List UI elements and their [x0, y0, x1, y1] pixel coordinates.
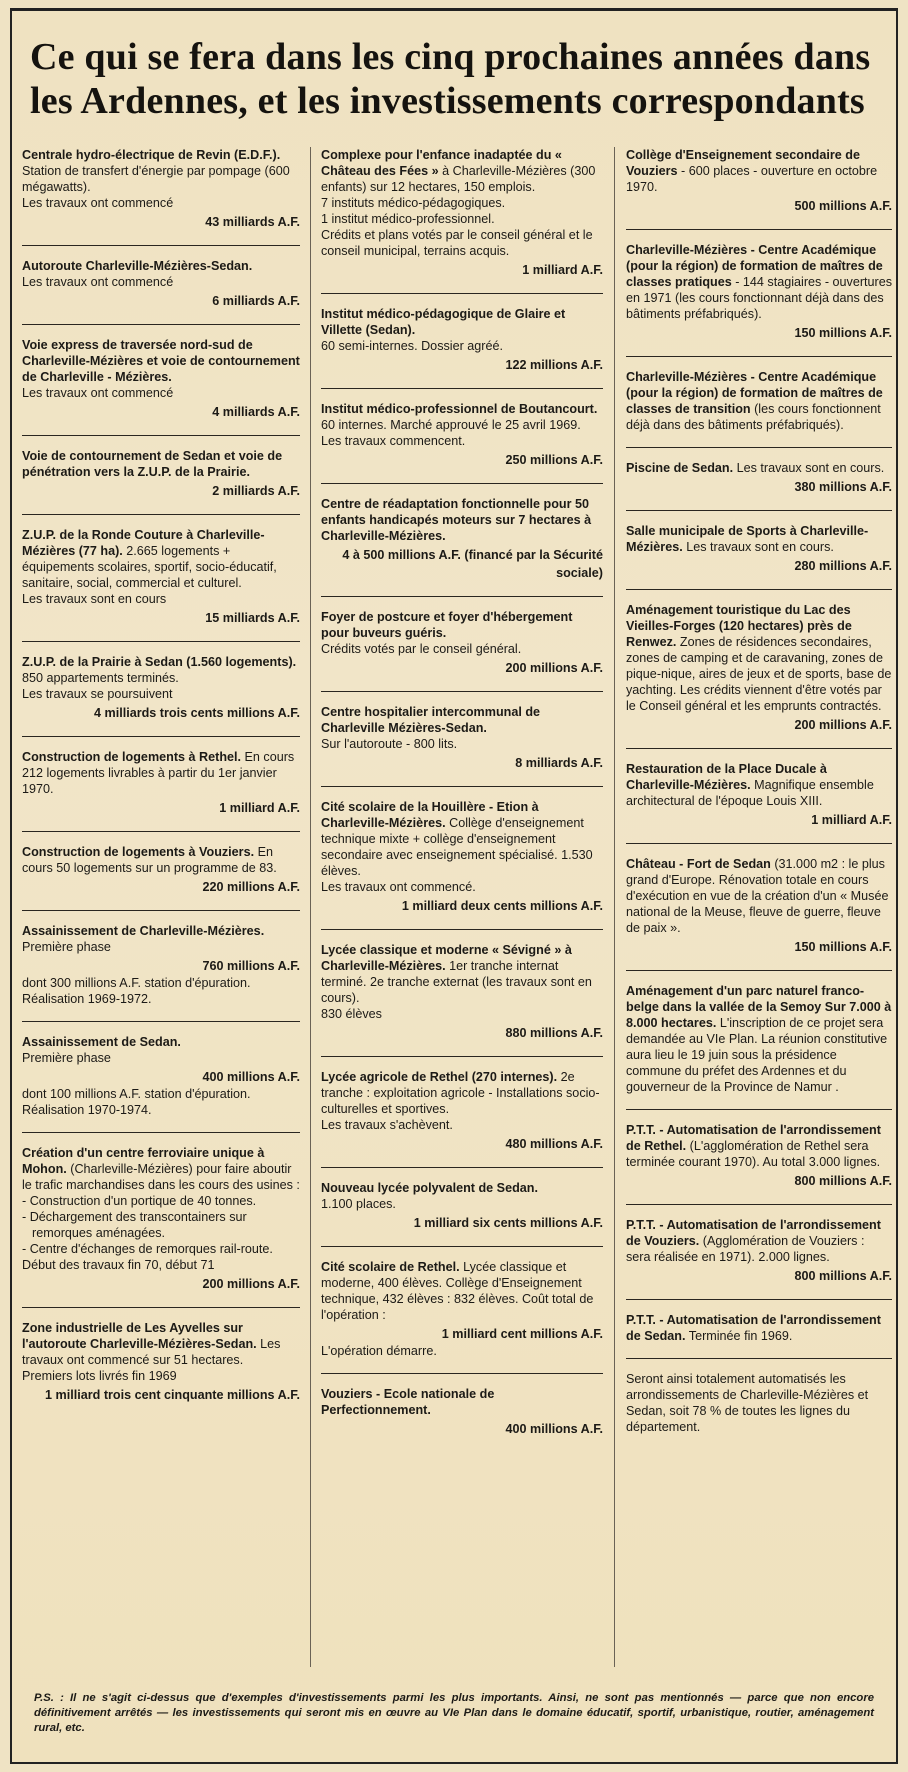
item-heading: Construction de logements à Rethel. — [22, 750, 242, 764]
investment-item — [626, 147, 892, 221]
item-status: Les travaux ont commencé. — [321, 880, 476, 894]
item-status: Les travaux sont en cours — [22, 592, 167, 606]
item-description — [626, 761, 892, 809]
item-description — [321, 147, 603, 195]
item-separator — [626, 229, 892, 230]
column-2 — [321, 147, 603, 1444]
item-status: Les travaux ont commencé — [22, 275, 174, 289]
item-amount: 1 milliard A.F. — [219, 801, 300, 815]
item-separator — [626, 589, 892, 590]
item-separator — [626, 843, 892, 844]
item-separator — [22, 1132, 300, 1133]
item-description — [626, 856, 892, 936]
item-detail-line: - Centre d'échanges de remorques rail-route. — [22, 1242, 273, 1256]
item-heading: Z.U.P. de la Prairie à Sedan (1.560 logements). — [22, 655, 297, 669]
item-heading: Autoroute Charleville-Mézières-Sedan. — [22, 259, 253, 273]
item-note: dont 300 millions A.F. station d'épuration. Réalisation 1969-1972. — [22, 976, 251, 1006]
investment-item — [22, 923, 300, 1013]
item-separator — [22, 736, 300, 737]
item-note: L'opération démarre. — [321, 1344, 437, 1358]
item-amount: 400 millions A.F. — [505, 1422, 603, 1436]
item-status: 60 semi-internes. Dossier agréé. — [321, 339, 503, 353]
item-body: (Charleville-Mézières) pour faire aboutir le trafic marchandises dans les cours des usines : — [22, 1162, 300, 1192]
item-description — [626, 369, 892, 433]
item-amount: 500 millions A.F. — [794, 199, 892, 213]
investment-item — [22, 1145, 300, 1299]
item-separator — [626, 447, 892, 448]
item-status: Premiers lots livrés fin 1969 — [22, 1369, 177, 1383]
investment-item — [626, 1122, 892, 1196]
investment-item — [321, 704, 603, 778]
item-separator — [22, 641, 300, 642]
item-description — [626, 983, 892, 1095]
item-heading: Salle municipale de Sports à Charleville-Mézières. — [626, 524, 869, 554]
item-amount: 200 millions A.F. — [505, 661, 603, 675]
item-amount: 4 milliards A.F. — [212, 405, 300, 419]
article-columns — [12, 147, 896, 1667]
item-separator — [321, 388, 603, 389]
column-divider — [310, 147, 311, 1667]
item-amount: 2 milliards A.F. — [212, 484, 300, 498]
item-separator — [22, 514, 300, 515]
investment-item — [626, 1371, 892, 1441]
item-separator — [22, 831, 300, 832]
item-amount: 800 millions A.F. — [794, 1269, 892, 1283]
item-amount: 380 millions A.F. — [794, 480, 892, 494]
item-separator — [321, 1167, 603, 1168]
item-description — [626, 1217, 892, 1265]
investment-item — [626, 369, 892, 439]
item-separator — [321, 596, 603, 597]
investment-item — [321, 1180, 603, 1238]
item-heading: Voie de contournement de Sedan et voie de pénétration vers la Z.U.P. de la Prairie. — [22, 449, 283, 479]
item-description — [321, 609, 603, 641]
item-description — [321, 496, 603, 544]
item-amount: 480 millions A.F. — [505, 1137, 603, 1151]
item-description — [22, 749, 300, 797]
item-body: (31.000 m2 : le plus grand d'Europe. Rénovation totale en cours d'exécution en vue de la création d'un « Musée national de la Meuse, fleuve de guerre, fleuve de paix ». — [626, 857, 889, 935]
item-detail-line: 7 instituts médico-pédagogiques. — [321, 196, 506, 210]
item-heading: Aménagement d'un parc naturel franco-belge dans la vallée de la Semoy Sur 7.000 à 8.000 hectares. — [626, 984, 892, 1030]
item-description — [321, 306, 603, 338]
item-description — [626, 460, 892, 476]
item-heading: Voie express de traversée nord-sud de Charleville-Mézières et voie de contournement de Charleville - Mézières. — [22, 338, 300, 384]
item-amount: 1 milliard cent millions A.F. — [441, 1327, 603, 1341]
item-description — [626, 1122, 892, 1170]
item-heading: Restauration de la Place Ducale à Charleville-Mézières. — [626, 762, 827, 792]
investment-item — [22, 1034, 300, 1124]
item-separator — [321, 691, 603, 692]
investment-item — [626, 242, 892, 348]
item-heading: Institut médico-pédagogique de Glaire et Villette (Sedan). — [321, 307, 566, 337]
item-description — [321, 401, 603, 433]
item-heading: Charleville-Mézières - Centre Académique (pour la région) de formation de maîtres de classes de transition — [626, 370, 883, 416]
item-description — [22, 844, 300, 876]
item-body: En cours 50 logements sur un programme de 83. — [22, 845, 277, 875]
item-body: 850 appartements terminés. — [22, 671, 179, 685]
item-status: Les travaux commencent. — [321, 434, 466, 448]
investment-item — [626, 460, 892, 502]
item-heading: Foyer de postcure et foyer d'hébergement pour buveurs guéris. — [321, 610, 573, 640]
item-detail-line: - Construction d'un portique de 40 tonnes. — [22, 1194, 257, 1208]
item-heading: Z.U.P. de la Ronde Couture à Charleville-Mézières (77 ha). — [22, 528, 265, 558]
item-body: - 144 stagiaires - ouvertures en 1971 (les cours fonctionnant déjà dans des bâtiments préfabriqués). — [626, 275, 893, 321]
item-detail-line: 1 institut médico-professionnel. — [321, 212, 495, 226]
item-description — [626, 147, 892, 195]
item-status: Crédits et plans votés par le conseil général et le conseil municipal, terrains acquis. — [321, 228, 593, 258]
investment-item — [321, 1069, 603, 1159]
item-separator — [626, 1109, 892, 1110]
item-amount: 1 milliard A.F. — [522, 263, 603, 277]
item-status: Les travaux ont commencé — [22, 196, 174, 210]
investment-item — [626, 1217, 892, 1291]
item-heading: P.T.T. - Automatisation de l'arrondissement de Sedan. — [626, 1313, 881, 1343]
item-status: Début des travaux fin 70, début 71 — [22, 1258, 215, 1272]
item-amount: 150 millions A.F. — [794, 326, 892, 340]
investment-item — [626, 856, 892, 962]
item-heading: P.T.T. - Automatisation de l'arrondissement de Rethel. — [626, 1123, 881, 1153]
investment-item — [626, 523, 892, 581]
item-body: Les travaux ont commencé sur 51 hectares. — [22, 1337, 281, 1367]
item-status: Les travaux s'achèvent. — [321, 1118, 453, 1132]
item-amount: 4 à 500 millions A.F. (financé par la Sécurité sociale) — [342, 548, 603, 580]
item-description — [22, 258, 300, 274]
investment-item — [321, 496, 603, 588]
item-amount: 43 milliards A.F. — [205, 215, 300, 229]
item-description — [22, 337, 300, 385]
investment-item — [22, 844, 300, 902]
item-amount: 1 milliard deux cents millions A.F. — [401, 899, 603, 913]
item-description — [22, 1145, 300, 1193]
item-body: (L'agglomération de Rethel sera terminée courant 1970). Au total 3.000 lignes. — [626, 1139, 881, 1169]
item-body: Lycée classique et moderne, 400 élèves. Collège d'Enseignement technique, 432 élèves : 832 élèves. Coût total de l'opération : — [321, 1260, 594, 1322]
item-amount: 8 milliards A.F. — [515, 756, 603, 770]
item-separator — [22, 910, 300, 911]
item-amount: 200 millions A.F. — [202, 1277, 300, 1291]
item-description — [321, 799, 603, 879]
item-body: Seront ainsi totalement automatisés les arrondissements de Charleville-Mézières et Sedan, soit 78 % de toutes les lignes du département. — [626, 1372, 869, 1434]
item-heading: Collège d'Enseignement secondaire de Vouziers — [626, 148, 860, 178]
item-amount: 220 millions A.F. — [202, 880, 300, 894]
investment-item — [626, 761, 892, 835]
item-amount: 4 milliards trois cents millions A.F. — [94, 706, 300, 720]
item-heading: Cité scolaire de la Houillère - Etion à Charleville-Mézières. — [321, 800, 539, 830]
item-heading: Assainissement de Charleville-Mézières. — [22, 924, 265, 938]
item-amount: 150 millions A.F. — [794, 940, 892, 954]
item-separator — [321, 1246, 603, 1247]
item-heading: Institut médico-professionnel de Boutancourt. — [321, 402, 598, 416]
item-description — [321, 704, 603, 736]
item-separator — [321, 1373, 603, 1374]
item-body: - 600 places - ouverture en octobre 1970. — [626, 164, 878, 194]
item-body: à Charleville-Mézières (300 enfants) sur 12 hectares, 150 emplois. — [321, 164, 596, 194]
item-body: Collège d'enseignement technique mixte + collège d'enseignement secondaire avec enseignement spécialisé. 1.530 élèves. — [321, 816, 593, 878]
investment-item — [626, 983, 892, 1101]
item-separator — [22, 245, 300, 246]
item-status: Crédits votés par le conseil général. — [321, 642, 522, 656]
item-separator — [22, 324, 300, 325]
item-separator — [626, 970, 892, 971]
newspaper-clipping — [10, 8, 898, 1764]
item-heading: Création d'un centre ferroviaire unique à Mohon. — [22, 1146, 265, 1176]
item-amount: 15 milliards A.F. — [205, 611, 300, 625]
item-description — [626, 523, 892, 555]
item-heading: Nouveau lycée polyvalent de Sedan. — [321, 1181, 538, 1195]
item-heading: Construction de logements à Vouziers. — [22, 845, 255, 859]
investment-item — [321, 306, 603, 380]
item-description — [626, 1312, 892, 1344]
item-separator — [626, 1204, 892, 1205]
item-status: Les travaux se poursuivent — [22, 687, 173, 701]
item-heading: Zone industrielle de Les Ayvelles sur l'autoroute Charleville-Mézières-Sedan. — [22, 1321, 257, 1351]
item-amount: 880 millions A.F. — [505, 1026, 603, 1040]
item-description — [321, 1180, 603, 1196]
investment-item — [22, 448, 300, 506]
item-heading: Château - Fort de Sedan — [626, 857, 771, 871]
article-title: Ce qui se fera dans les cinq prochaines années dans les Ardennes, et les investissements correspondants — [30, 36, 871, 122]
item-heading: Centre de réadaptation fonctionnelle pour 50 enfants handicapés moteurs sur 7 hectares à Charleville-Mézières. — [321, 497, 592, 543]
item-status: 830 élèves — [321, 1007, 382, 1021]
item-description — [22, 147, 300, 195]
item-amount: 800 millions A.F. — [794, 1174, 892, 1188]
postscript-note: P.S. : Il ne s'agit ci-dessus que d'exemples d'investissements parmi les plus importants. Ainsi, ne sont pas mentionnés — parce que non encore définitivement arrêtés — les investissements qui seront mis en œuvre au VIe Plan dans le domaine éducatif, sportif, urbanistique, routier, aménagement rural, etc. — [34, 1692, 874, 1734]
investment-item — [626, 602, 892, 740]
item-separator — [22, 1021, 300, 1022]
item-description — [22, 1034, 300, 1050]
item-separator — [626, 748, 892, 749]
item-body: Station de transfert d'énergie par pompage (600 mégawatts). — [22, 164, 290, 194]
item-description — [321, 1386, 603, 1418]
item-heading: Assainissement de Sedan. — [22, 1035, 181, 1049]
item-heading: P.T.T. - Automatisation de l'arrondissement de Vouziers. — [626, 1218, 881, 1248]
item-amount: 1 milliard A.F. — [811, 813, 892, 827]
item-status: Les travaux ont commencé — [22, 386, 174, 400]
item-heading: Piscine de Sedan. — [626, 461, 734, 475]
item-heading: Cité scolaire de Rethel. — [321, 1260, 460, 1274]
item-description — [321, 1259, 603, 1323]
item-body: Magnifique ensemble architectural de l'époque Louis XIII. — [626, 778, 874, 808]
item-separator — [321, 483, 603, 484]
investment-item — [22, 527, 300, 633]
item-separator — [626, 510, 892, 511]
item-separator — [22, 435, 300, 436]
item-separator — [321, 1056, 603, 1057]
item-note: dont 100 millions A.F. station d'épuration. Réalisation 1970-1974. — [22, 1087, 251, 1117]
item-amount: 280 millions A.F. — [794, 559, 892, 573]
item-body: (les cours fonctionnent déjà dans des bâtiments préfabriqués). — [626, 402, 881, 432]
item-heading: Charleville-Mézières - Centre Académique (pour la région) de formation de maîtres de classes pratiques — [626, 243, 883, 289]
item-heading: Centre hospitalier intercommunal de Charleville Mézières-Sedan. — [321, 705, 541, 735]
item-status: Première phase — [22, 940, 111, 954]
item-description — [22, 1320, 300, 1368]
item-status: 1.100 places. — [321, 1197, 396, 1211]
item-description — [22, 448, 300, 480]
item-heading: Centrale hydro-électrique de Revin (E.D.F.). — [22, 148, 281, 162]
item-body: 2e tranche : exploitation agricole - Installations socio-culturelles et sportives. — [321, 1070, 600, 1116]
item-status: Sur l'autoroute - 800 lits. — [321, 737, 458, 751]
item-amount: 1 milliard six cents millions A.F. — [413, 1216, 603, 1230]
item-separator — [321, 786, 603, 787]
item-description — [321, 1069, 603, 1117]
item-separator — [626, 1299, 892, 1300]
item-separator — [626, 356, 892, 357]
investment-item — [22, 749, 300, 823]
item-description — [626, 242, 892, 322]
item-description — [22, 527, 300, 591]
investment-item — [321, 942, 603, 1048]
item-body: 60 internes. Marché approuvé le 25 avril 1969. — [321, 418, 581, 432]
item-body: Les travaux sont en cours. — [682, 540, 834, 554]
item-description — [321, 942, 603, 1006]
item-description — [626, 1371, 892, 1435]
item-amount: 250 millions A.F. — [505, 453, 603, 467]
investment-item — [321, 1386, 603, 1444]
investment-item — [22, 654, 300, 728]
item-body: L'inscription de ce projet sera demandée au VIe Plan. La réunion constitutive aura lieu le 19 juin sous la présidence commune du préfet des Ardennes et du gouverneur de la Province de Namur . — [626, 1016, 888, 1094]
column-divider — [614, 147, 615, 1667]
item-heading: Aménagement touristique du Lac des Vieilles-Forges (120 hectares) près de Renwez. — [626, 603, 852, 649]
item-body: En cours 212 logements livrables à partir du 1er janvier 1970. — [22, 750, 295, 796]
item-detail-line: - Déchargement des transcontainers sur remorques aménagées. — [22, 1210, 247, 1240]
item-body: (Agglomération de Vouziers : sera réalisée en 1971). 2.000 lignes. — [626, 1234, 865, 1264]
item-amount: 760 millions A.F. — [202, 959, 300, 973]
item-separator — [321, 929, 603, 930]
item-body: 2.665 logements + équipements scolaires, sportif, socio-éducatif, sanitaire, social, commercial et culturel. — [22, 544, 277, 590]
item-separator — [22, 1307, 300, 1308]
item-amount: 400 millions A.F. — [202, 1070, 300, 1084]
item-amount: 122 millions A.F. — [505, 358, 603, 372]
item-heading: Lycée classique et moderne « Sévigné » à Charleville-Mézières. — [321, 943, 572, 973]
investment-item — [22, 258, 300, 316]
item-heading: Complexe pour l'enfance inadaptée du « Château des Fées » — [321, 148, 562, 178]
item-amount: 1 milliard trois cent cinquante millions A.F. — [45, 1388, 300, 1402]
investment-item — [22, 337, 300, 427]
investment-item — [626, 1312, 892, 1350]
column-1 — [22, 147, 300, 1410]
column-3 — [626, 147, 892, 1441]
item-description — [22, 923, 300, 939]
item-separator — [626, 1358, 892, 1359]
item-description — [626, 602, 892, 714]
investment-item — [321, 401, 603, 475]
item-amount: 6 milliards A.F. — [212, 294, 300, 308]
item-body: Les travaux sont en cours. — [733, 461, 885, 475]
item-heading: Lycée agricole de Rethel (270 internes). — [321, 1070, 558, 1084]
item-body: Terminée fin 1969. — [685, 1329, 793, 1343]
investment-item — [321, 799, 603, 921]
item-amount: 200 millions A.F. — [794, 718, 892, 732]
item-heading: Vouziers - Ecole nationale de Perfectionnement. — [321, 1387, 495, 1417]
investment-item — [321, 1259, 603, 1365]
item-body: 1er tranche internat terminé. 2e tranche externat (les travaux sont en cours). — [321, 959, 592, 1005]
investment-item — [321, 609, 603, 683]
investment-item — [321, 147, 603, 285]
item-description — [22, 654, 300, 686]
item-status: Première phase — [22, 1051, 111, 1065]
investment-item — [22, 147, 300, 237]
item-separator — [321, 293, 603, 294]
investment-item — [22, 1320, 300, 1410]
item-body: Zones de résidences secondaires, zones de camping et de caravaning, zones de pique-nique, aires de jeux et de sports, base de yachting. Les crédits viennent d'être votés par le Conseil général et les emprunts contractés. — [626, 635, 892, 713]
